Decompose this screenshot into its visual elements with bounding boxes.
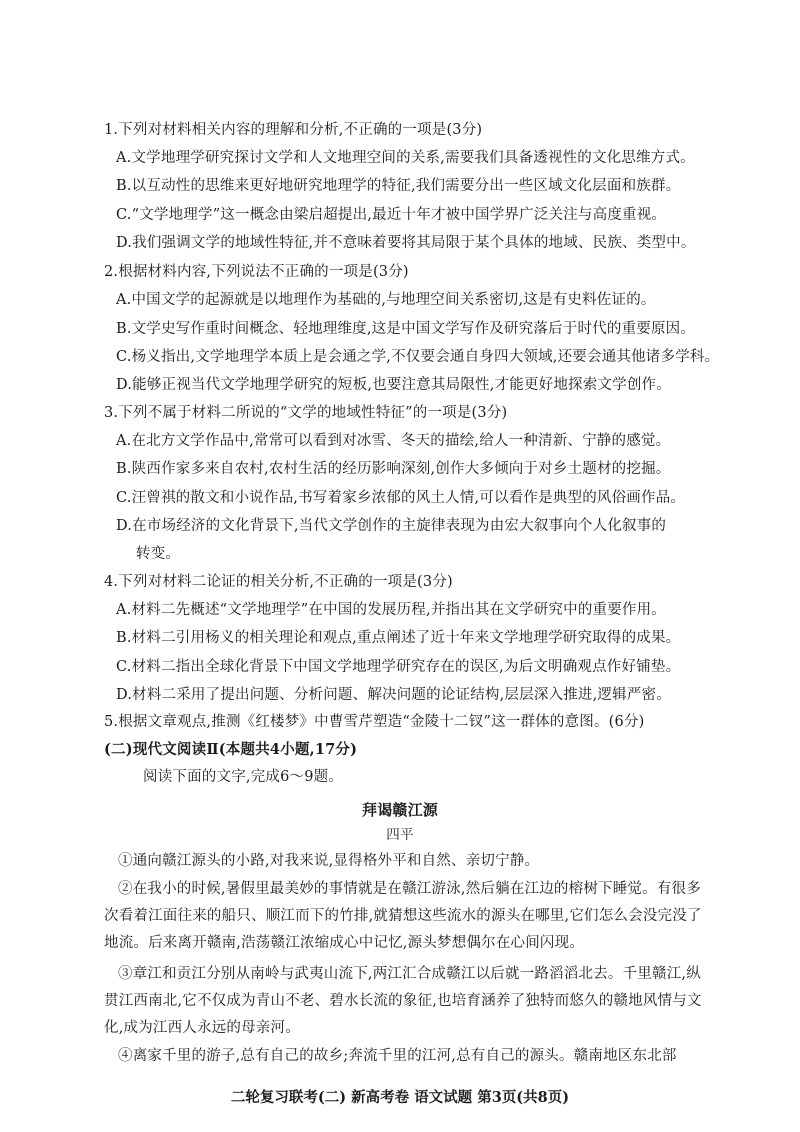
question-3-option-b: B.陕西作家多来自农村,农村生活的经历影响深刻,创作大多倾向于对乡土题材的挖掘。 (116, 461, 671, 477)
question-1-option-b: B.以互动性的思维来更好地研究地理学的特征,我们需要分出一些区域文化层面和族群。 (116, 178, 681, 194)
question-1-option-c: C.“文学地理学”这一概念由梁启超提出,最近十年才被中国学界广泛关注与高度重视。 (116, 207, 667, 223)
question-4-option-c: C.材料二指出全球化背景下中国文学地理学研究存在的误区,为后文明确观点作好铺垫。 (116, 659, 681, 675)
article-paragraph-2: ②在我小的时候,暑假里最美妙的事情就是在赣江游泳,然后躺在江边的榕树下睡觉。有很多次看着江面往来的船只、顺江而下的竹排,就猜想这些流水的源头在哪里,它们怎么会没完没了地流。后来离开赣南,浩荡赣江浓缩成心中记忆,源头梦想偶尔在心间闪现。 (104, 881, 702, 951)
question-1-stem: 1.下列对材料相关内容的理解和分析,不正确的一项是(3分) (104, 122, 483, 138)
section-heading: (二)现代文阅读Ⅱ(本题共4小题,17分) (104, 741, 358, 758)
question-3-stem: 3.下列不属于材料二所说的“文学的地域性特征”的一项是(3分) (104, 405, 508, 421)
article-paragraph-1: ①通向赣江源头的小路,对我来说,显得格外平和自然、亲切宁静。 (118, 853, 540, 869)
question-3-option-d: D.在市场经济的文化背景下,当代文学创作的主旋律表现为由宏大叙事向个人化叙事的 (116, 518, 667, 534)
question-1-option-a: A.文学地理学研究探讨文学和人文地理空间的关系,需要我们具备透视性的文化思维方式。 (116, 150, 695, 166)
question-4-option-d: D.材料二采用了提出问题、分析问题、解决问题的论证结构,层层深入推进,逻辑严密。 (116, 687, 671, 703)
question-4-option-b: B.材料二引用杨义的相关理论和观点,重点阐述了近十年来文学地理学研究取得的成果。 (116, 630, 681, 646)
article-author: 四平 (386, 827, 414, 843)
question-4-option-a: A.材料二先概述“文学地理学”在中国的发展历程,并指出其在文学研究中的重要作用。 (116, 602, 667, 618)
question-3-option-d-continued: 转变。 (136, 546, 181, 562)
question-4-stem: 4.下列对材料二论证的相关分析,不正确的一项是(3分) (104, 574, 453, 590)
page-footer: 二轮复习联考(二) 新高考卷 语文试题 第3页(共8页) (230, 1089, 570, 1106)
question-2-option-d: D.能够正视当代文学地理学研究的短板,也要注意其局限性,才能更好地探索文学创作。 (116, 377, 671, 393)
question-3-option-a: A.在北方文学作品中,常常可以看到对冰雪、冬天的描绘,给人一种清新、宁静的感觉。 (116, 433, 671, 449)
question-1-option-d: D.我们强调文学的地域性特征,并不意味着要将其局限于某个具体的地域、民族、类型中。 (116, 235, 696, 251)
reading-instruction: 阅读下面的文字,完成6～9题。 (143, 769, 344, 785)
question-5-stem: 5.根据文章观点,推测《红楼梦》中曹雪芹塑造“金陵十二钗”这一群体的意图。(6分) (104, 714, 645, 730)
article-title: 拜谒赣江源 (361, 801, 438, 819)
question-2-option-c: C.杨义指出,文学地理学本质上是会通之学,不仅要会通自身四大领域,还要会通其他诸多学科。 (116, 349, 720, 365)
question-2-option-b: B.文学史写作重时间概念、轻地理维度,这是中国文学写作及研究落后于时代的重要原因。 (116, 321, 696, 337)
question-3-option-c: C.汪曾祺的散文和小说作品,书写着家乡浓郁的风土人情,可以看作是典型的风俗画作品。 (116, 490, 686, 506)
article-paragraph-4: ④离家千里的游子,总有自己的故乡;奔流千里的江河,总有自己的源头。赣南地区东北部 (118, 1048, 677, 1064)
article-paragraph-3: ③章江和贡江分别从南岭与武夷山流下,两江汇合成赣江以后就一路滔滔北去。千里赣江,纵贯江西南北,它不仅成为青山不老、碧水长流的象征,也培育涵养了独特而悠久的赣地风情与文化,成为江西人永远的母亲河。 (104, 966, 702, 1036)
question-2-stem: 2.根据材料内容,下列说法不正确的一项是(3分) (104, 264, 409, 280)
question-2-option-a: A.中国文学的起源就是以地理作为基础的,与地理空间关系密切,这是有史料佐证的。 (116, 292, 656, 308)
